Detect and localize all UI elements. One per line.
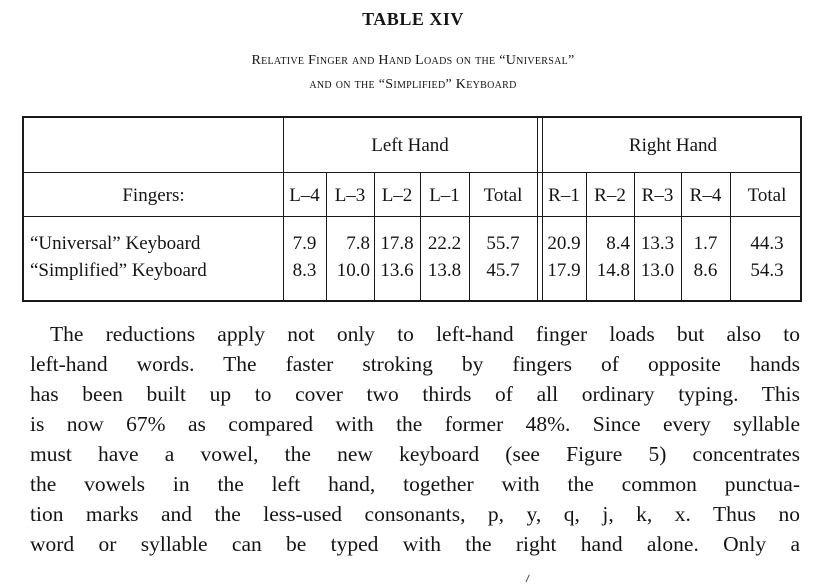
table-caption-line-1: Relative Finger and Hand Loads on the “Universal” [251, 53, 575, 68]
table-cell: 55.7 [486, 233, 520, 254]
column-header-left-total: Total [483, 185, 523, 206]
table-cell: 13.8 [427, 260, 462, 281]
column-header-l4: L–4 [289, 185, 320, 206]
column-header-r2: R–2 [594, 185, 626, 206]
table-cell: 8.3 [292, 260, 317, 281]
data-table [22, 116, 802, 302]
column-header-right-total: Total [747, 185, 787, 206]
table-cell: 13.6 [380, 260, 414, 281]
right-hand-header: Right Hand [628, 135, 718, 156]
paragraph-line: has been built up to cover two thirds of all ordinary typing. This [30, 382, 800, 406]
paragraph-line: word or syllable can be typed with the right hand alone. Only a [30, 532, 800, 556]
table-cell: 7.9 [292, 233, 317, 254]
body-paragraph [30, 319, 800, 559]
table-cell: 17.9 [547, 260, 581, 281]
table-cell: 14.8 [596, 260, 630, 281]
row-label-header: Fingers: [122, 185, 185, 206]
table-rule-column-header [24, 216, 800, 217]
column-header-l3: L–3 [334, 185, 366, 206]
table-rule-hand-divider-a [537, 118, 538, 300]
row-label-universal: “Universal” Keyboard [30, 233, 201, 254]
table-cell: 8.4 [606, 233, 630, 254]
paragraph-line: is now 67% as compared with the former 48%. Since every syllable [30, 412, 800, 436]
column-header-l1: L–1 [429, 185, 460, 206]
table-cell: 8.6 [693, 260, 718, 281]
paragraph-line: tion marks and the less-used consonants, p, y, q, j, k, x. Thus no [30, 502, 800, 526]
row-label-simplified: “Simplified” Keyboard [30, 260, 207, 281]
table-cell: 17.8 [380, 233, 414, 254]
table-cell: 7.8 [346, 233, 370, 254]
table-caption-line-2: and on the “Simplified” Keyboard [309, 77, 517, 92]
table-cell: 22.2 [427, 233, 462, 254]
table-number: TABLE XIV [362, 9, 464, 29]
column-header-l2: L–2 [381, 185, 413, 206]
table-cell: 20.9 [547, 233, 581, 254]
table-cell: 45.7 [486, 260, 520, 281]
table-cell: 10.0 [336, 260, 370, 281]
paragraph-line: left-hand words. The faster stroking by fingers of opposite hands [30, 352, 800, 376]
paragraph-line: the vowels in the left hand, together with the common punctua- [30, 472, 800, 496]
paragraph-line: must have a vowel, the new keyboard (see Figure 5) concentrates [30, 442, 800, 466]
table-cell: 44.3 [750, 233, 784, 254]
table-cell: 1.7 [693, 233, 718, 254]
column-header-r1: R–1 [548, 185, 580, 206]
paragraph-line: The reductions apply not only to left-hand finger loads but also to [50, 322, 800, 346]
table-cell: 13.3 [640, 233, 675, 254]
page-mark [525, 575, 532, 584]
table-rule-group-header [24, 172, 800, 173]
column-header-r3: R–3 [641, 185, 674, 206]
table-cell: 54.3 [750, 260, 784, 281]
column-header-r4: R–4 [689, 185, 722, 206]
left-hand-header: Left Hand [371, 135, 449, 156]
table-cell: 13.0 [640, 260, 675, 281]
